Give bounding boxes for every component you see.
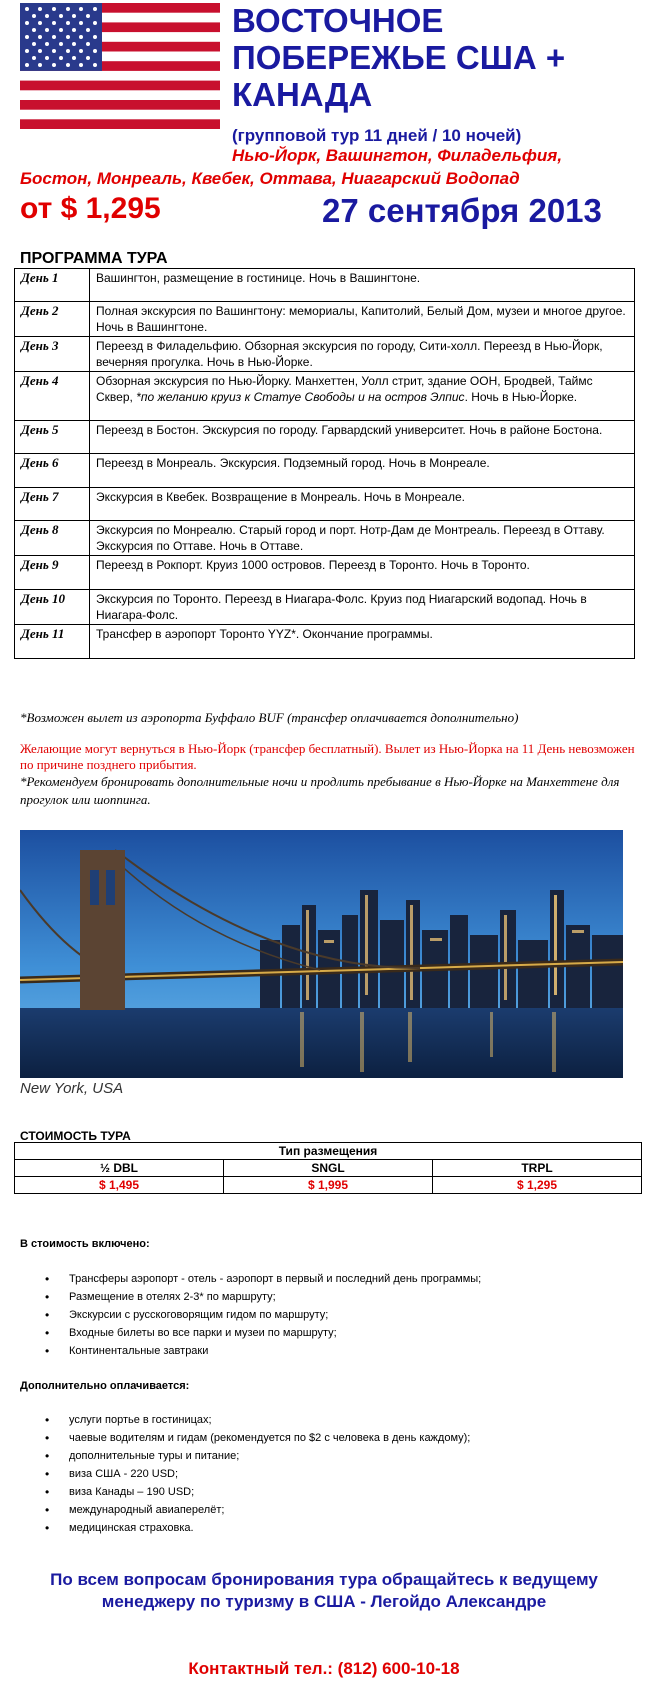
- extra-list: [45, 1411, 470, 1537]
- tour-route-line2: Бостон, Монреаль, Квебек, Оттава, Ниагарский Водопад: [20, 169, 520, 188]
- table-row: [15, 421, 635, 454]
- table-row: [15, 372, 635, 421]
- program-table: [14, 268, 635, 659]
- day-label: День 6: [15, 454, 90, 488]
- table-row: [15, 625, 635, 659]
- day-description: Полная экскурсия по Вашингтону: мемориалы, Капитолий, Белый Дом, музеи и многое другое. Ночь в Вашингтоне.: [90, 302, 635, 337]
- day-label: День 1: [15, 269, 90, 302]
- flag-canton: [20, 3, 102, 71]
- day-description: Переезд в Бостон. Экскурсия по городу. Гарвардский университет. Ночь в районе Бостона.: [90, 421, 635, 454]
- cost-column-trpl: TRPL: [433, 1160, 642, 1177]
- list-item: • услуги портье в гостиницах;: [45, 1411, 470, 1429]
- cost-column-dbl: ½ DBL: [15, 1160, 224, 1177]
- list-item: • медицинская страховка.: [45, 1519, 470, 1537]
- day-label: День 10: [15, 590, 90, 625]
- day-description: Вашингтон, размещение в гостинице. Ночь в Вашингтоне.: [90, 269, 635, 302]
- note-recommend: *Рекомендуем бронировать дополнительные ночи и продлить пребывание в Нью-Йорке на Манхеттене для прогулок или шоппинга.: [20, 774, 620, 807]
- day-description: Переезд в Филадельфию. Обзорная экскурсия по городу, Сити-холл. Переезд в Нью-Йорк, вечерняя прогулка. Ночь в Нью-Йорке.: [90, 337, 635, 372]
- photo-caption: New York, USA: [20, 1080, 124, 1097]
- list-item: • Континентальные завтраки: [45, 1342, 481, 1360]
- table-row: [15, 590, 635, 625]
- day-description: Переезд в Монреаль. Экскурсия. Подземный город. Ночь в Монреале.: [90, 454, 635, 488]
- list-item: • Входные билеты во все парки и музеи по маршруту;: [45, 1324, 481, 1342]
- day-label: День 4: [15, 372, 90, 421]
- cost-title: СТОИМОСТЬ ТУРА: [20, 1129, 131, 1143]
- table-row: [15, 269, 635, 302]
- table-row: [15, 1143, 642, 1160]
- day-label: День 5: [15, 421, 90, 454]
- list-item: • виза Канады – 190 USD;: [45, 1483, 470, 1501]
- day-description-optional: *по желанию круиз к Статуе Свободы и на остров Элпис: [136, 390, 465, 404]
- cost-table: [14, 1142, 642, 1194]
- day-label: День 11: [15, 625, 90, 659]
- contact-text: По всем вопросам бронирования тура обращайтесь к ведущему менеджеру по туризму в США - Легойдо Александре: [50, 1570, 598, 1611]
- cost-price-trpl: $ 1,295: [433, 1177, 642, 1194]
- day-description: Экскурсия по Монреалю. Старый город и порт. Нотр-Дам де Монтреаль. Переезд в Оттаву. Экскурсия по Оттаве. Ночь в Оттаве.: [90, 521, 635, 556]
- table-row: [15, 488, 635, 521]
- day-description-text: Обзорная экскурсия по Нью-Йорку. Манхеттен, Уолл стрит, здание ООН, Бродвей, Таймс Сквер,: [96, 374, 593, 404]
- contact-phone: Контактный тел.: (812) 600-10-18: [188, 1659, 460, 1678]
- river: [20, 1008, 623, 1078]
- cost-header: Тип размещения: [15, 1143, 642, 1160]
- bridge-tower: [80, 850, 125, 1010]
- day-label: День 9: [15, 556, 90, 590]
- day-label: День 2: [15, 302, 90, 337]
- list-item: • Экскурсии с русскоговорящим гидом по маршруту;: [45, 1306, 481, 1324]
- day-description-text-end: . Ночь в Нью-Йорке.: [464, 390, 578, 404]
- note-airport: *Возможен вылет из аэропорта Буффало BUF (трансфер оплачивается дополнительно): [20, 710, 519, 725]
- tour-date: 27 сентября 2013: [322, 192, 602, 229]
- table-row: [15, 521, 635, 556]
- list-item: • международный авиаперелёт;: [45, 1501, 470, 1519]
- included-list: [45, 1270, 481, 1360]
- table-row: [15, 1177, 642, 1194]
- cost-price-sngl: $ 1,995: [224, 1177, 433, 1194]
- us-flag-image: [20, 3, 220, 129]
- table-row: [15, 1160, 642, 1177]
- extra-title: Дополнительно оплачивается:: [20, 1380, 190, 1392]
- tour-route-line1: Нью-Йорк, Вашингтон, Филадельфия,: [232, 146, 563, 165]
- program-title: ПРОГРАММА ТУРА: [20, 250, 168, 267]
- day-description: Переезд в Рокпорт. Круиз 1000 островов. Переезд в Торонто. Ночь в Торонто.: [90, 556, 635, 590]
- table-row: [15, 556, 635, 590]
- day-description: Экскурсия в Квебек. Возвращение в Монреаль. Ночь в Монреале.: [90, 488, 635, 521]
- included-title: В стоимость включено:: [20, 1238, 150, 1250]
- note-return: Желающие могут вернуться в Нью-Йорк (трансфер бесплатный). Вылет из Нью-Йорка на 11 День невозможен по причине позднего прибытия.: [20, 741, 635, 772]
- table-row: [15, 337, 635, 372]
- day-label: День 7: [15, 488, 90, 521]
- day-label: День 3: [15, 337, 90, 372]
- list-item: • Трансферы аэропорт - отель - аэропорт в первый и последний день программы;: [45, 1270, 481, 1288]
- table-row: [15, 454, 635, 488]
- list-item: • виза США - 220 USD;: [45, 1465, 470, 1483]
- list-item: • чаевые водителям и гидам (рекомендуется по $2 с человека в день каждому);: [45, 1429, 470, 1447]
- day-description: Трансфер в аэропорт Торонто YYZ*. Окончание программы.: [90, 625, 635, 659]
- day-description: Экскурсия по Торонто. Переезд в Ниагара-Фолс. Круиз под Ниагарский водопад. Ночь в Ниагара-Фолс.: [90, 590, 635, 625]
- tour-duration: (групповой тур 11 дней / 10 ночей): [232, 126, 522, 145]
- list-item: • Размещение в отелях 2-3* по маршруту;: [45, 1288, 481, 1306]
- day-description: [90, 372, 635, 421]
- tour-title: ВОСТОЧНОЕ ПОБЕРЕЖЬЕ США + КАНАДА: [232, 2, 566, 113]
- list-item: • дополнительные туры и питание;: [45, 1447, 470, 1465]
- table-row: [15, 302, 635, 337]
- brooklyn-bridge-photo: [20, 830, 623, 1078]
- cost-price-dbl: $ 1,495: [15, 1177, 224, 1194]
- tour-price: от $ 1,295: [20, 192, 161, 225]
- cost-column-sngl: SNGL: [224, 1160, 433, 1177]
- day-label: День 8: [15, 521, 90, 556]
